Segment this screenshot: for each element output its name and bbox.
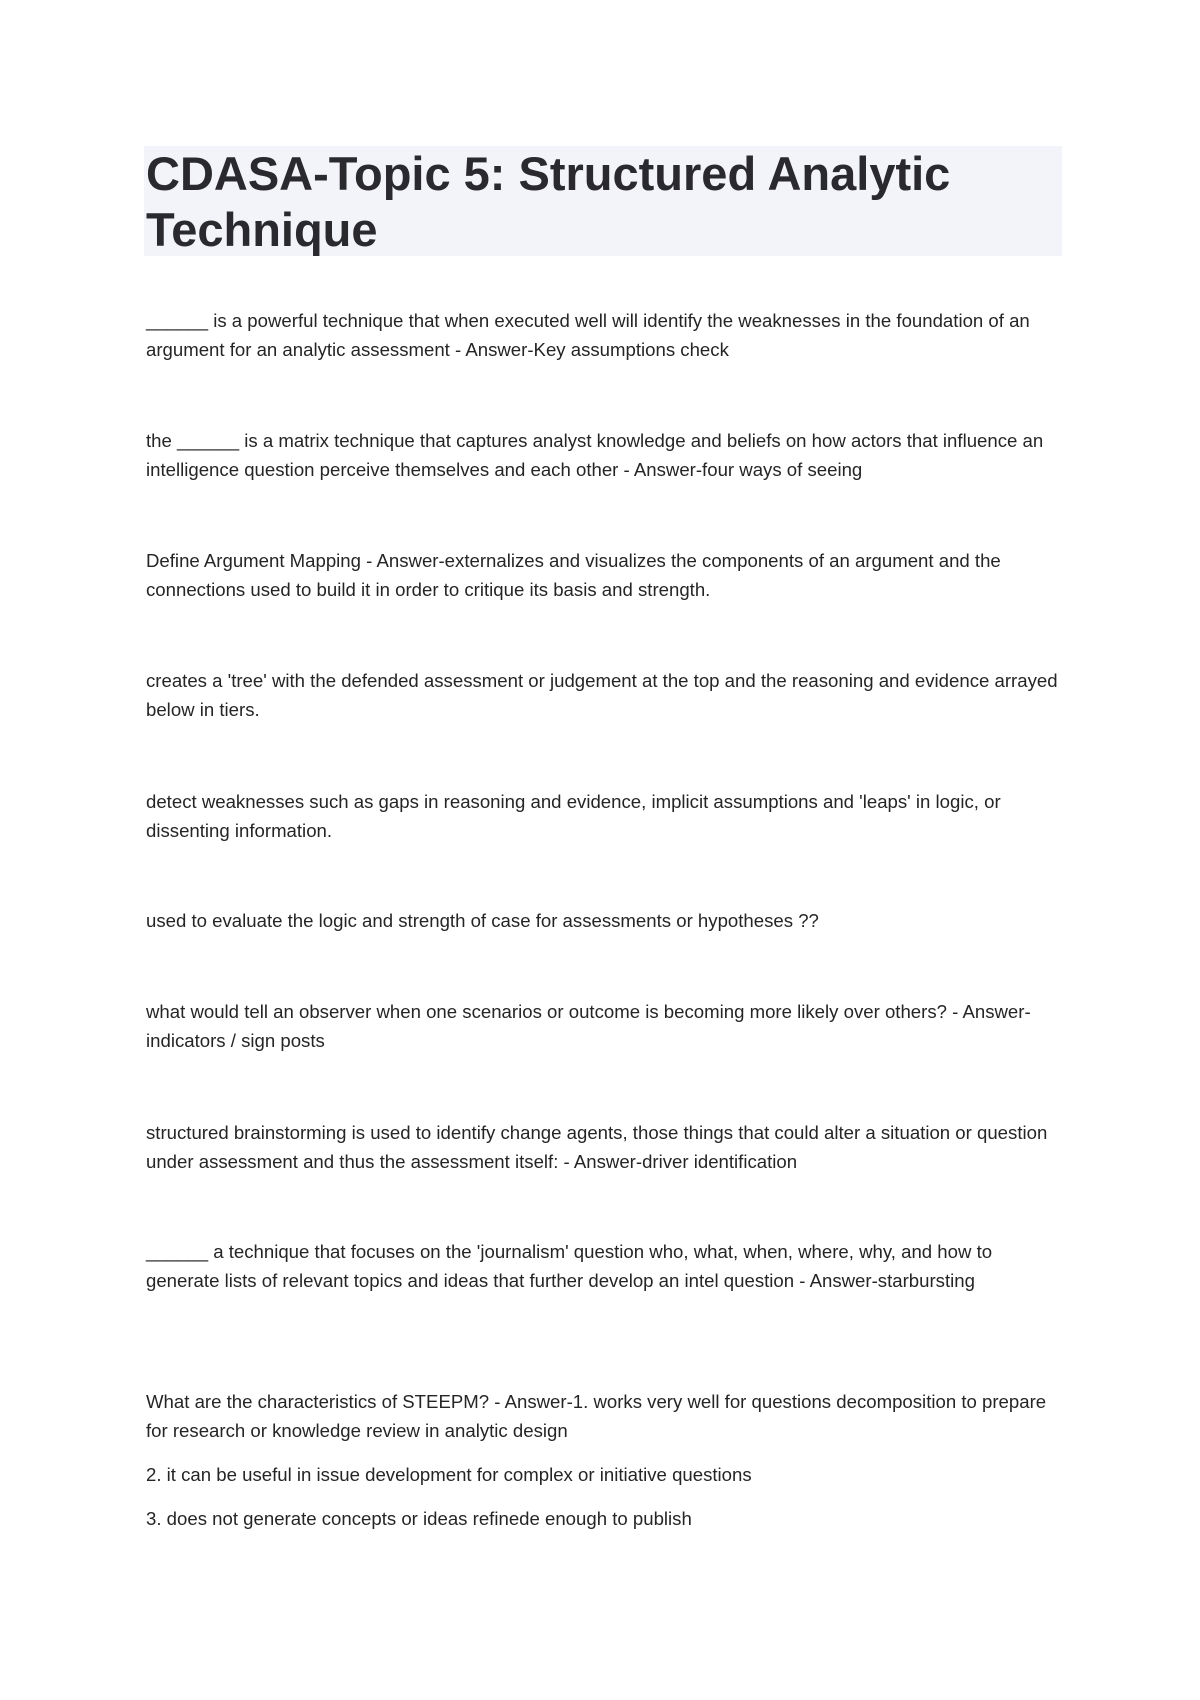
qa-text: ______ is a powerful technique that when executed well will identify the weaknesses in the foundation of an argument for an analytic assessment - Answer-Key assumptions check: [146, 310, 1030, 360]
qa-item-indicators: [146, 997, 1066, 1055]
qa-item-tree: [146, 666, 1066, 724]
qa-text: What are the characteristics of STEEPM? - Answer-1. works very well for questions decomposition to prepare for research or knowledge review in analytic design: [146, 1391, 1047, 1441]
qa-item-steepm: [146, 1387, 1066, 1533]
qa-text: the ______ is a matrix technique that captures analyst knowledge and beliefs on how actors that influence an intelligence question perceive themselves and each other - Answer-four ways of seeing: [146, 430, 1044, 480]
qa-item-detect-weaknesses: [146, 787, 1066, 845]
steepm-point: 2. it can be useful in issue development for complex or initiative questions: [146, 1464, 752, 1485]
qa-text: creates a 'tree' with the defended assessment or judgement at the top and the reasoning and evidence arrayed below in tiers.: [146, 670, 1058, 720]
qa-item-driver-identification: [146, 1118, 1066, 1176]
qa-text: structured brainstorming is used to identify change agents, those things that could alter a situation or question under assessment and thus the assessment itself: - Answer-driver identification: [146, 1122, 1048, 1172]
qa-item-starbursting: [146, 1237, 1066, 1295]
qa-item-key-assumptions: [146, 306, 1066, 364]
steepm-point: 3. does not generate concepts or ideas refinede enough to publish: [146, 1508, 692, 1529]
qa-item-argument-mapping: [146, 546, 1066, 604]
qa-item-four-ways-of-seeing: [146, 426, 1066, 484]
qa-text: detect weaknesses such as gaps in reasoning and evidence, implicit assumptions and 'leaps' in logic, or dissenting information.: [146, 791, 1001, 841]
qa-text: Define Argument Mapping - Answer-externalizes and visualizes the components of an argument and the connections used to build it in order to critique its basis and strength.: [146, 550, 1001, 600]
title-banner: [144, 146, 1062, 256]
qa-item-evaluate-logic: [146, 906, 1066, 935]
qa-text: used to evaluate the logic and strength of case for assessments or hypotheses ??: [146, 910, 819, 931]
qa-text: ______ a technique that focuses on the 'journalism' question who, what, when, where, why, and how to generate lists of relevant topics and ideas that further develop an intel question - Answer-starbursting: [146, 1241, 993, 1291]
page-title: CDASA-Topic 5: Structured Analytic Technique: [146, 147, 951, 256]
qa-text: what would tell an observer when one scenarios or outcome is becoming more likely over others? - Answer-indicators / sign posts: [146, 1001, 1031, 1051]
